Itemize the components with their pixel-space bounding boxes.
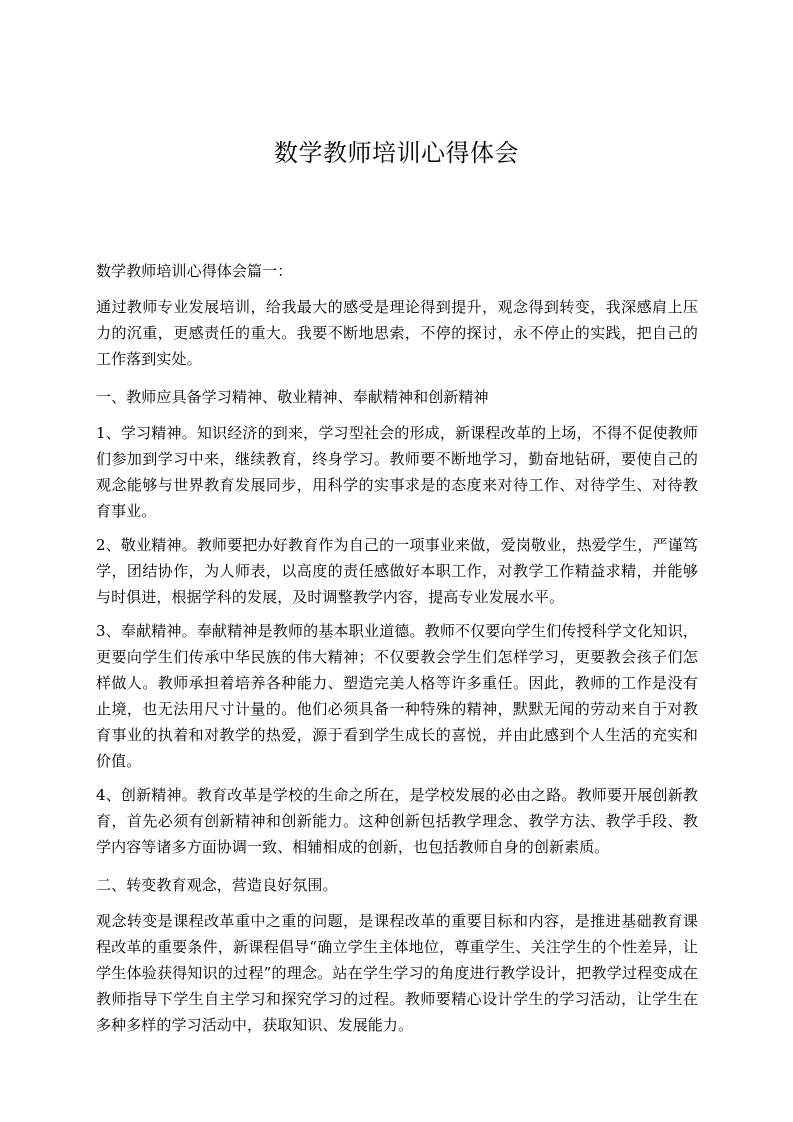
section-intro-heading: 数学教师培训心得体会篇一：	[96, 262, 293, 280]
section-heading-one: 一、教师应具备学习精神、敬业精神、奉献精神和创新精神	[96, 388, 489, 406]
paragraph-dedication-spirit: 2、敬业精神。教师要把办好教育作为自己的一项事业来做，爱岗敬业，热爱学生，严谨笃学，团结协作，为人师表，以高度的责任感做好本职工作，对教学工作精益求精，并能够与时俱进，根据学科的发展，及时调整教学内容，提高专业发展水平。	[96, 536, 698, 606]
paragraph-innovation-spirit: 4、创新精神。教育改革是学校的生命之所在，是学校发展的必由之路。教师要开展创新教育，首先必须有创新精神和创新能力。这种创新包括教学理念、教学方法、教学手段、教学内容等诸多方面协调一致、相辅相成的创新，也包括教师自身的创新素质。	[96, 786, 698, 856]
paragraph-devotion-spirit: 3、奉献精神。奉献精神是教师的基本职业道德。教师不仅要向学生们传授科学文化知识，更要向学生们传承中华民族的伟大精神；不仅要教会学生们怎样学习，更要教会孩子们怎样做人。教师承担着培养各种能力、塑造完美人格等许多重任。因此，教师的工作是没有止境，也无法用尺寸计量的。他们必须具备一种特殊的精神，默默无闻的劳动来自于对教育事业的执着和对教学的热爱，源于看到学生成长的喜悦，并由此感到个人生活的充实和价值。	[96, 622, 698, 770]
paragraph-concept-change: 观念转变是课程改革重中之重的问题，是课程改革的重要目标和内容，是推进基础教育课程改革的重要条件，新课程倡导“确立学生主体地位，尊重学生、关注学生的个性差异，让学生体验获得知识的过程”的理念。站在学生学习的角度进行教学设计，把教学过程变成在教师指导下学生自主学习和探究学习的过程。教师要精心设计学生的学习活动，让学生在多种多样的学习活动中，获取知识、发展能力。	[96, 912, 698, 1034]
document-title: 数学教师培训心得体会	[274, 139, 519, 167]
section-heading-two: 二、转变教育观念，营造良好氛围。	[96, 876, 338, 894]
paragraph-learning-spirit: 1、学习精神。知识经济的到来，学习型社会的形成，新课程改革的上场，不得不促使教师们参加到学习中来，继续教育，终身学习。教师要不断地学习，勤奋地钻研，要使自己的观念能够与世界教育发展同步，用科学的实事求是的态度来对待工作、对待学生、对待教育事业。	[96, 424, 698, 520]
document-body	[96, 258, 698, 1050]
paragraph-intro: 通过教师专业发展培训，给我最大的感受是理论得到提升，观念得到转变，我深感肩上压力的沉重，更感责任的重大。我要不断地思索，不停的探讨，永不停止的实践，把自己的工作落到实处。	[96, 298, 698, 368]
